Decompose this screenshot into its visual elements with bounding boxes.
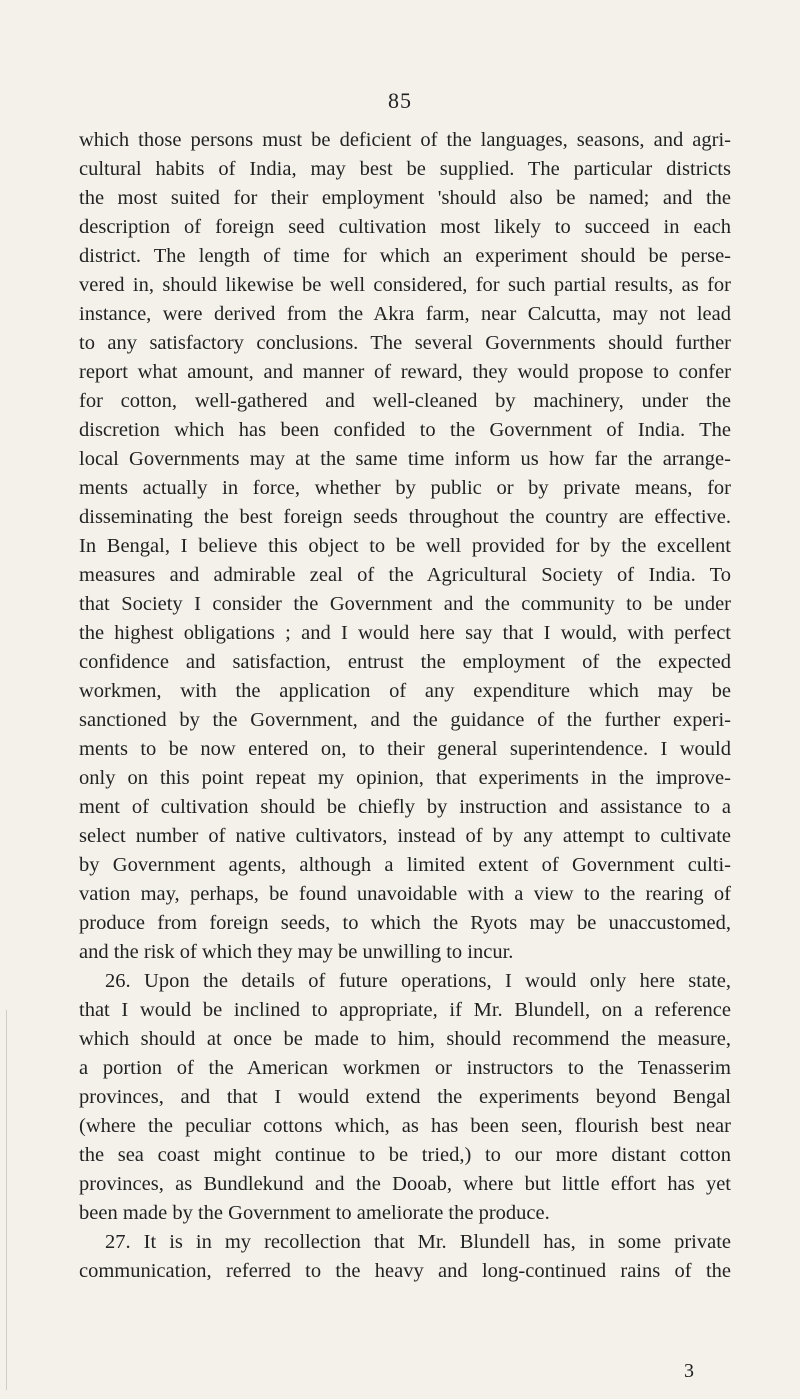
text-line: which those persons must be deficient of the languages, seasons, and agri- xyxy=(79,129,731,151)
text-line: provinces, as Bundlekund and the Dooab, where but little effort has yet xyxy=(79,1173,731,1195)
text-line: cultural habits of India, may best be supplied. The particular districts xyxy=(79,158,731,180)
text-line: workmen, with the application of any expenditure which may be xyxy=(79,680,731,702)
text-line: discretion which has been confided to the Government of India. The xyxy=(79,419,731,441)
signature-mark: 3 xyxy=(684,1360,694,1382)
text-line: the highest obligations ; and I would here say that I would, with perfect xyxy=(79,622,731,644)
text-line: In Bengal, I believe this object to be well provided for by the excellent xyxy=(79,535,731,557)
text-line: ments actually in force, whether by public or by private means, for xyxy=(79,477,731,499)
text-line: report what amount, and manner of reward, they would propose to confer xyxy=(79,361,731,383)
text-line: local Governments may at the same time inform us how far the arrange- xyxy=(79,448,731,470)
text-line: district. The length of time for which an experiment should be perse- xyxy=(79,245,731,267)
text-line: to any satisfactory conclusions. The several Governments should further xyxy=(79,332,731,354)
text-line: select number of native cultivators, instead of by any attempt to cultivate xyxy=(79,825,731,847)
text-line: ments to be now entered on, to their general superintendence. I would xyxy=(79,738,731,760)
page-edge-divider xyxy=(6,1010,7,1390)
text-line: measures and admirable zeal of the Agricultural Society of India. To xyxy=(79,564,731,586)
text-line: a portion of the American workmen or instructors to the Tenasserim xyxy=(79,1057,731,1079)
body-text xyxy=(79,126,731,1286)
text-line: the most suited for their employment 'should also be named; and the xyxy=(79,187,731,209)
paragraph-end-line: been made by the Government to ameliorate the produce. xyxy=(79,1202,550,1224)
paragraph-end-line: and the risk of which they may be unwilling to incur. xyxy=(79,941,514,963)
text-line: that Society I consider the Government and the community to be under xyxy=(79,593,731,615)
text-line: vation may, perhaps, be found unavoidable with a view to the rearing of xyxy=(79,883,731,905)
text-line: only on this point repeat my opinion, that experiments in the improve- xyxy=(79,767,731,789)
text-line: description of foreign seed cultivation most likely to succeed in each xyxy=(79,216,731,238)
text-line: that I would be inclined to appropriate, if Mr. Blundell, on a reference xyxy=(79,999,731,1021)
text-line: produce from foreign seeds, to which the Ryots may be unaccustomed, xyxy=(79,912,731,934)
paragraph-26-start: 26. Upon the details of future operations, I would only here state, xyxy=(105,970,731,992)
text-line: by Government agents, although a limited extent of Government culti- xyxy=(79,854,731,876)
text-line: confidence and satisfaction, entrust the employment of the expected xyxy=(79,651,731,673)
text-line: which should at once be made to him, should recommend the measure, xyxy=(79,1028,731,1050)
text-line: sanctioned by the Government, and the guidance of the further experi- xyxy=(79,709,731,731)
text-line: disseminating the best foreign seeds throughout the country are effective. xyxy=(79,506,731,528)
text-line: vered in, should likewise be well considered, for such partial results, as for xyxy=(79,274,731,296)
text-line: ment of cultivation should be chiefly by instruction and assistance to a xyxy=(79,796,731,818)
text-line: communication, referred to the heavy and long-continued rains of the xyxy=(79,1260,731,1282)
text-line: provinces, and that I would extend the experiments beyond Bengal xyxy=(79,1086,731,1108)
page-number: 85 xyxy=(388,88,412,113)
paragraph-27-start: 27. It is in my recollection that Mr. Blundell has, in some private xyxy=(105,1231,731,1253)
text-line: for cotton, well-gathered and well-cleaned by machinery, under the xyxy=(79,390,731,412)
text-line: instance, were derived from the Akra farm, near Calcutta, may not lead xyxy=(79,303,731,325)
text-line: the sea coast might continue to be tried,) to our more distant cotton xyxy=(79,1144,731,1166)
text-line: (where the peculiar cottons which, as has been seen, flourish best near xyxy=(79,1115,731,1137)
